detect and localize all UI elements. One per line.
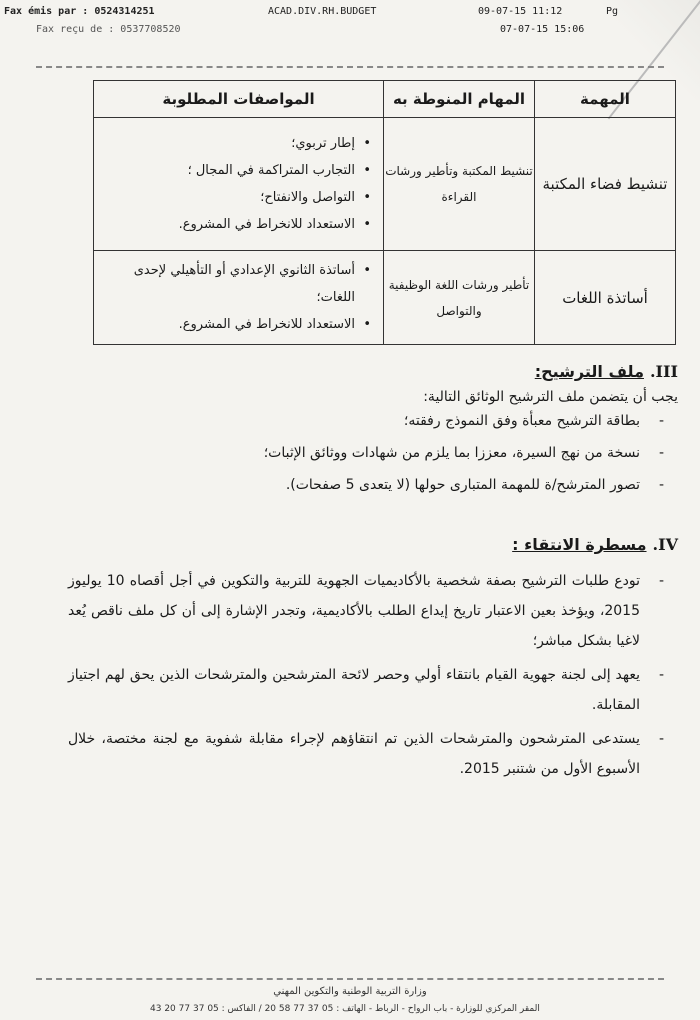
spec-item: • الاستعداد للانخراط في المشروع. (100, 211, 355, 238)
fax-sent-time: 09-07-15 11:12 (478, 6, 563, 17)
table-row (94, 251, 676, 345)
fax-received-time: 07-07-15 15:06 (500, 24, 585, 35)
section-title: ملف الترشيح: (534, 362, 644, 381)
section-application-file (68, 362, 678, 501)
header-divider (36, 66, 664, 68)
procedure-list (68, 566, 678, 784)
section-selection-procedure (68, 535, 678, 788)
list-item: - يعهد إلى لجنة جهوية القيام بانتقاء أولي وحصر لائحة المترشحين والمترشحات الذين يحق لهم اجتياز المقابلة. (68, 660, 678, 720)
table-header-row (94, 81, 676, 118)
row-specs (94, 118, 384, 251)
section-number: IV. (652, 535, 678, 554)
row-task: تنشيط فضاء المكتبة (535, 118, 676, 251)
header-duties: المهام المنوطة به (384, 81, 535, 118)
section-heading (68, 535, 678, 554)
row-duty: تأطير ورشات اللغة الوظيفية والتواصل (384, 251, 535, 345)
list-item: - تودع طلبات الترشيح بصفة شخصية بالأكاديميات الجهوية للتربية والتكوين في أجل أقصاه 10 يوليوز 2015، ويؤخذ بعين الاعتبار تاريخ إيداع الطلب بالأكاديمية، وتجدر الإشارة إلى أن كل ملف ناقص يُعد لاغيا بشكل مباشر؛ (68, 566, 678, 656)
document-list (68, 405, 678, 501)
list-item: - نسخة من نهج السيرة، معززا بما يلزم من شهادات ووثائق الإثبات؛ (68, 437, 678, 469)
list-item: - يستدعى المترشحون والمترشحات الذين تم انتقاؤهم لإجراء مقابلة شفوية مع لجنة مختصة، خلال الأسبوع الأول من شتنبر 2015. (68, 724, 678, 784)
section-heading (68, 362, 678, 381)
header-task: المهمة (535, 81, 676, 118)
section-number: III. (649, 362, 678, 381)
spec-item: • الاستعداد للانخراط في المشروع. (100, 311, 355, 338)
spec-item: • أساتذة الثانوي الإعدادي أو التأهيلي لإحدى اللغات؛ (100, 257, 355, 311)
fax-page-label: Pg (606, 6, 619, 17)
table-row (94, 118, 676, 251)
section-title: مسطرة الانتقاء : (512, 535, 647, 554)
spec-item: • التواصل والانفتاح؛ (100, 184, 355, 211)
fax-sent-header: Fax émis par : 0524314251 (4, 6, 155, 17)
row-task: أساتذة اللغات (535, 251, 676, 345)
footer-address: المقر المركزي للوزارة - باب الرواح - الرباط - الهاتف : 05 37 77 58 20 / الفاكس : 05 37 77 20 43 (150, 1004, 540, 1014)
list-item: - تصور المترشح/ة للمهمة المتبارى حولها (لا يتعدى 5 صفحات). (68, 469, 678, 501)
tasks-table (93, 80, 676, 345)
fax-department-id: ACAD.DIV.RH.BUDGET (268, 6, 377, 17)
row-specs (94, 251, 384, 345)
fax-received-header: Fax reçu de : 0537708520 (36, 24, 181, 35)
footer-ministry: وزارة التربية الوطنية والتكوين المهني (273, 986, 427, 997)
spec-item: • إطار تربوي؛ (100, 130, 355, 157)
header-specs: المواصفات المطلوبة (94, 81, 384, 118)
row-duty: تنشيط المكتبة وتأطير ورشات القراءة (384, 118, 535, 251)
list-item: - بطاقة الترشيح معبأة وفق النموذج رفقته؛ (68, 405, 678, 437)
spec-item: • التجارب المتراكمة في المجال ؛ (100, 157, 355, 184)
section-intro: يجب أن يتضمن ملف الترشيح الوثائق التالية: (423, 389, 678, 405)
footer-divider (36, 978, 664, 980)
